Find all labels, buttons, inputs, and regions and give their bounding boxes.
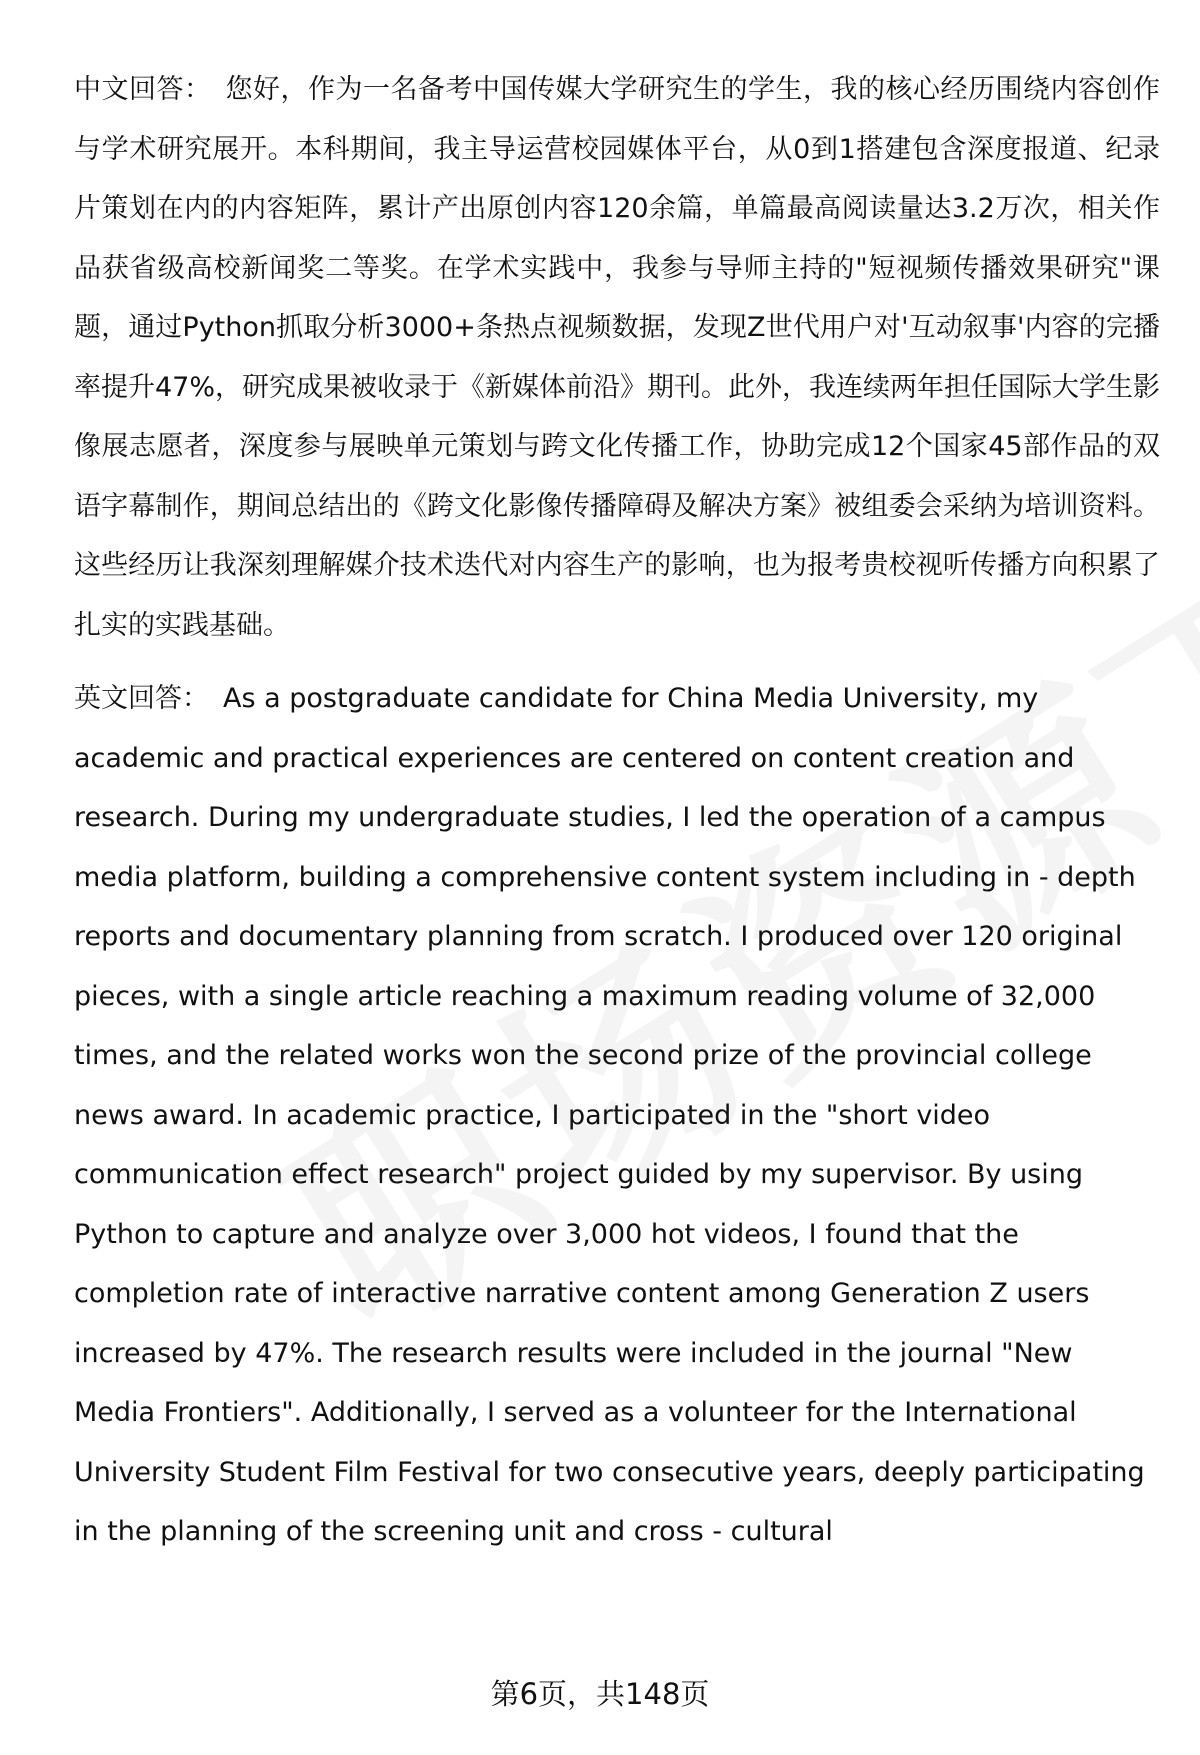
chinese-answer-paragraph — [74, 60, 1160, 655]
english-answer-text: As a postgraduate candidate for China Media University, my academic and practical experiences are centered on content creation and research. During my undergraduate studies, I led the operation of a campus media platform, building a comprehensive content system including in - depth reports and documentary planning from scratch. I produced over 120 original pieces, with a single article reaching a maximum reading volume of 32,000 times, and the related works won the second prize of the provincial college news award. In academic practice, I participated in the "short video communication effect research" project guided by my supervisor. By using Python to capture and analyze over 3,000 hot videos, I found that the completion rate of interactive narrative content among Generation Z users increased by 47%. The research results were included in the journal "New Media Frontiers". Additionally, I served as a volunteer for the International University Student Film Festival for two consecutive years, deeply participating in the planning of the screening unit and cross - cultural — [74, 683, 1145, 1547]
chinese-answer-label: 中文回答： — [74, 74, 212, 105]
chinese-answer-text: 您好，作为一名备考中国传媒大学研究生的学生，我的核心经历围绕内容创作与学术研究展开。本科期间，我主导运营校园媒体平台，从0到1搭建包含深度报道、纪录片策划在内的内容矩阵，累计产出原创内容120余篇，单篇最高阅读量达3.2万次，相关作品获省级高校新闻奖二等奖。在学术实践中，我参与导师主持的"短视频传播效果研究"课题，通过Python抓取分析3000+条热点视频数据，发现Z世代用户对'互动叙事'内容的完播率提升47%，研究成果被收录于《新媒体前沿》期刊。此外，我连续两年担任国际大学生影像展志愿者，深度参与展映单元策划与跨文化传播工作，协助完成12个国家45部作品的双语字幕制作，期间总结出的《跨文化影像传播障碍及解决方案》被组委会采纳为培训资料。这些经历让我深刻理解媒介技术迭代对内容生产的影响，也为报考贵校视听传播方向积累了扎实的实践基础。 — [74, 74, 1161, 641]
english-answer-paragraph — [74, 669, 1160, 1562]
english-answer-label: 英文回答： — [74, 683, 209, 714]
page-number: 第6页，共148页 — [490, 1677, 710, 1711]
page-content — [74, 60, 1160, 1562]
